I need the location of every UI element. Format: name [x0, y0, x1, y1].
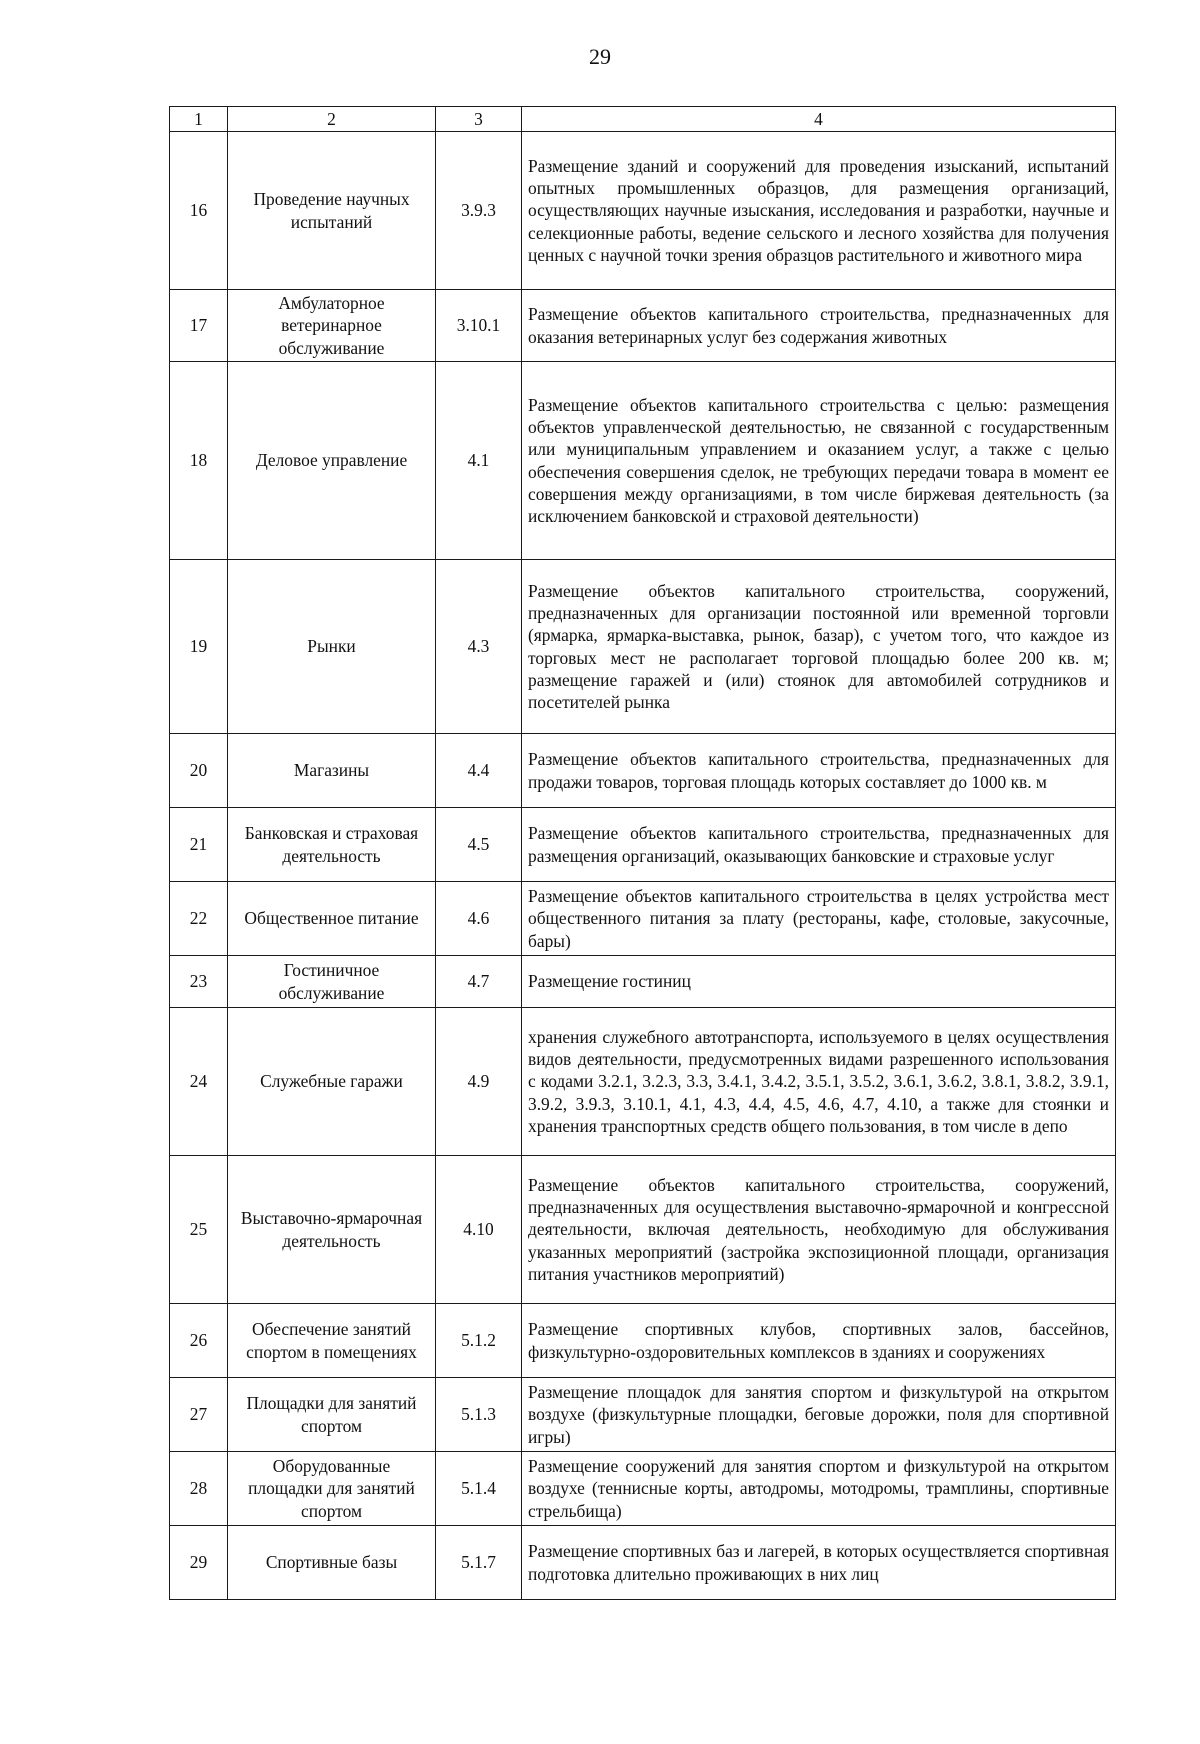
row-description: Размещение объектов капитального строительства, предназначенных для размещения организаций, оказывающих банковские и страховые услуг [522, 808, 1116, 882]
row-code: 5.1.3 [436, 1378, 522, 1452]
table-row [170, 808, 1116, 882]
row-number: 28 [170, 1452, 228, 1526]
row-name: Гостиничное обслуживание [228, 956, 436, 1008]
row-description: Размещение объектов капитального строительства с целью: размещения объектов управленческой деятельностью, не связанной с государственным или муниципальным управлением и оказанием услуг, а также с целью обеспечения совершения сделок, не требующих передачи товара в момент ее совершения между организациями, в том числе биржевая деятельность (за исключением банковской и страховой деятельности) [522, 362, 1116, 560]
row-number: 24 [170, 1008, 228, 1156]
row-description: Размещение спортивных клубов, спортивных залов, бассейнов, физкультурно-оздоровительных комплексов в зданиях и сооружениях [522, 1304, 1116, 1378]
table-row [170, 1452, 1116, 1526]
row-name: Амбулаторное ветеринарное обслуживание [228, 290, 436, 362]
land-use-table [169, 106, 1116, 1600]
row-code: 4.7 [436, 956, 522, 1008]
table-row [170, 132, 1116, 290]
row-name: Рынки [228, 560, 436, 734]
row-number: 23 [170, 956, 228, 1008]
row-number: 29 [170, 1526, 228, 1600]
table-row [170, 882, 1116, 956]
row-description: Размещение объектов капитального строительства, сооружений, предназначенных для организации постоянной или временной торговли (ярмарка, ярмарка-выставка, рынок, базар), с учетом того, что каждое из торговых мест не располагает торговой площадью более 200 кв. м; размещение гаражей и (или) стоянок для автомобилей сотрудников и посетителей рынка [522, 560, 1116, 734]
header-col-number: 1 [170, 107, 228, 132]
row-code: 4.6 [436, 882, 522, 956]
row-code: 4.4 [436, 734, 522, 808]
row-description: Размещение зданий и сооружений для проведения изысканий, испытаний опытных промышленных образцов, для размещения организаций, осуществляющих научные изыскания, исследования и разработки, научные и селекционные работы, ведение сельского и лесного хозяйства для получения ценных с научной точки зрения образцов растительного и животного мира [522, 132, 1116, 290]
row-name: Выставочно-ярмарочная деятельность [228, 1156, 436, 1304]
row-code: 4.1 [436, 362, 522, 560]
row-number: 18 [170, 362, 228, 560]
header-row [170, 107, 1116, 132]
row-name: Банковская и страховая деятельность [228, 808, 436, 882]
row-code: 4.10 [436, 1156, 522, 1304]
header-col-name: 2 [228, 107, 436, 132]
row-description: Размещение спортивных баз и лагерей, в которых осуществляется спортивная подготовка длительно проживающих в них лиц [522, 1526, 1116, 1600]
row-code: 5.1.2 [436, 1304, 522, 1378]
row-number: 26 [170, 1304, 228, 1378]
row-code: 4.5 [436, 808, 522, 882]
table-row [170, 560, 1116, 734]
row-code: 3.10.1 [436, 290, 522, 362]
row-description: Размещение объектов капитального строительства, предназначенных для оказания ветеринарных услуг без содержания животных [522, 290, 1116, 362]
table-row [170, 1526, 1116, 1600]
row-name: Площадки для занятий спортом [228, 1378, 436, 1452]
row-description: Размещение сооружений для занятия спортом и физкультурой на открытом воздухе (теннисные корты, автодромы, мотодромы, трамплины, спортивные стрельбища) [522, 1452, 1116, 1526]
row-name: Магазины [228, 734, 436, 808]
row-name: Служебные гаражи [228, 1008, 436, 1156]
row-code: 3.9.3 [436, 132, 522, 290]
row-name: Оборудованные площадки для занятий спортом [228, 1452, 436, 1526]
page-number: 29 [589, 44, 611, 69]
row-description: Размещение гостиниц [522, 956, 1116, 1008]
table-row [170, 1008, 1116, 1156]
row-name: Спортивные базы [228, 1526, 436, 1600]
row-code: 5.1.7 [436, 1526, 522, 1600]
row-number: 25 [170, 1156, 228, 1304]
row-number: 21 [170, 808, 228, 882]
row-name: Проведение научных испытаний [228, 132, 436, 290]
table-row [170, 1304, 1116, 1378]
row-name: Деловое управление [228, 362, 436, 560]
table-row [170, 290, 1116, 362]
row-number: 19 [170, 560, 228, 734]
row-number: 16 [170, 132, 228, 290]
row-code: 5.1.4 [436, 1452, 522, 1526]
table-row [170, 734, 1116, 808]
table-row [170, 956, 1116, 1008]
row-name: Общественное питание [228, 882, 436, 956]
header-col-description: 4 [522, 107, 1116, 132]
row-description: Размещение объектов капитального строительства, предназначенных для продажи товаров, торговая площадь которых составляет до 1000 кв. м [522, 734, 1116, 808]
row-number: 17 [170, 290, 228, 362]
row-description: Размещение площадок для занятия спортом и физкультурой на открытом воздухе (физкультурные площадки, беговые дорожки, поля для спортивной игры) [522, 1378, 1116, 1452]
table-row [170, 1156, 1116, 1304]
row-name: Обеспечение занятий спортом в помещениях [228, 1304, 436, 1378]
row-description: Размещение объектов капитального строительства, сооружений, предназначенных для осуществления выставочно-ярмарочной и конгрессной деятельности, включая деятельность, необходимую для обслуживания указанных мероприятий (застройка экспозиционной площади, организация питания участников мероприятий) [522, 1156, 1116, 1304]
row-description: Размещение объектов капитального строительства в целях устройства мест общественного питания за плату (рестораны, кафе, столовые, закусочные, бары) [522, 882, 1116, 956]
table-row [170, 362, 1116, 560]
header-col-code: 3 [436, 107, 522, 132]
row-code: 4.3 [436, 560, 522, 734]
row-code: 4.9 [436, 1008, 522, 1156]
row-number: 22 [170, 882, 228, 956]
row-number: 27 [170, 1378, 228, 1452]
row-description: хранения служебного автотранспорта, используемого в целях осуществления видов деятельности, предусмотренных видами разрешенного использования с кодами 3.2.1, 3.2.3, 3.3, 3.4.1, 3.4.2, 3.5.1, 3.5.2, 3.6.1, 3.6.2, 3.8.1, 3.8.2, 3.9.1, 3.9.2, 3.9.3, 3.10.1, 4.1, 4.3, 4.4, 4.5, 4.6, 4.7, 4.10, а также для стоянки и хранения транспортных средств общего пользования, в том числе в депо [522, 1008, 1116, 1156]
table-row [170, 1378, 1116, 1452]
row-number: 20 [170, 734, 228, 808]
